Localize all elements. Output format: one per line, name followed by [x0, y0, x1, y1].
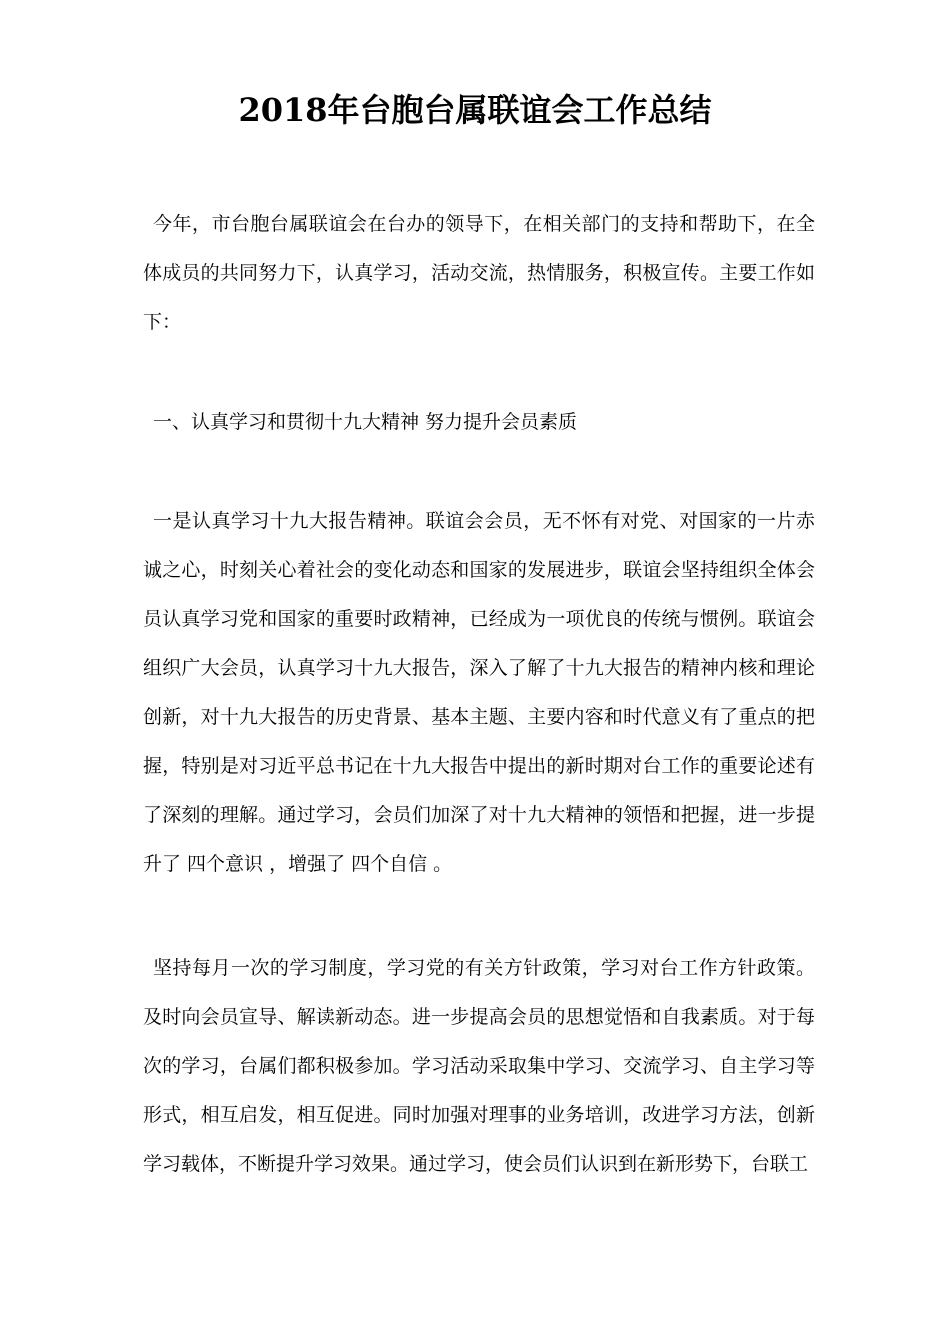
intro-paragraph: 今年，市台胞台属联谊会在台办的领导下，在相关部门的支持和帮助下，在全体成员的共同努力下，认真学习，活动交流，热情服务，积极宣传。主要工作如下：	[143, 213, 815, 333]
document-title: 2018年台胞台属联谊会工作总结	[238, 91, 712, 129]
section-heading-1: 一、认真学习和贯彻十九大精神 努力提升会员素质	[153, 411, 578, 433]
monthly-study-paragraph: 坚持每月一次的学习制度，学习党的有关方针政策，学习对台工作方针政策。及时向会员宣导、解读新动态。进一步提高会员的思想觉悟和自我素质。对于每次的学习，台属们都积极参加。学习活动采取集中学习、交流学习、自主学习等形式，相互启发，相互促进。同时加强对理事的业务培训，改进学习方法，创新学习载体，不断提升学习效果。通过学习，使会员们认识到在新形势下，台联工	[143, 957, 815, 1175]
study-report-paragraph: 一是认真学习十九大报告精神。联谊会会员，无不怀有对党、对国家的一片赤诚之心，时刻关心着社会的变化动态和国家的发展进步，联谊会坚持组织全体会员认真学习党和国家的重要时政精神，已经成为一项优良的传统与惯例。联谊会组织广大会员，认真学习十九大报告，深入了解了十九大报告的精神内核和理论创新，对十九大报告的历史背景、基本主题、主要内容和时代意义有了重点的把握，特别是对习近平总书记在十九大报告中提出的新时期对台工作的重要论述有了深刻的理解。通过学习，会员们加深了对十九大精神的领悟和把握，进一步提升了 四个意识 ，增强了 四个自信 。	[143, 510, 815, 875]
